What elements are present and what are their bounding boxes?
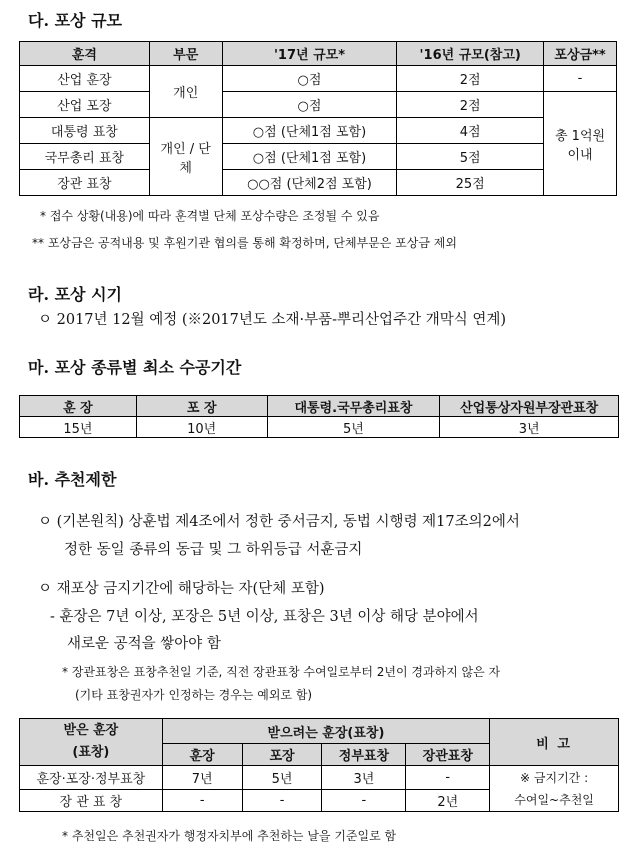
ban-period-line2: 수여일~추천일 xyxy=(514,792,594,807)
header-received xyxy=(20,719,163,766)
table-cell: ○점 (단체1점 포함) xyxy=(222,118,397,144)
table-cell: - xyxy=(242,790,322,812)
sub-header-badge: 포장 xyxy=(242,744,322,766)
col-header-category: 부문 xyxy=(149,42,222,66)
table-cell: - xyxy=(322,790,406,812)
table-cell: 3년 xyxy=(322,766,406,790)
col-header-2017: '17년 규모* xyxy=(222,42,397,66)
sub-header-medal: 훈장 xyxy=(162,744,242,766)
section-title-timing: 라. 포상 시기 xyxy=(28,285,122,304)
col-header-rank: 훈격 xyxy=(20,42,150,66)
restriction-dash-1-cont: 새로운 공적을 쌓아야 함 xyxy=(67,636,221,652)
minister-note-cont: (기타 표창권자가 인정하는 경우는 예외로 함) xyxy=(75,688,313,702)
table-cell: 5년 xyxy=(267,417,440,438)
reaward-table xyxy=(19,718,619,812)
table-cell: 훈장·포장·정부표창 xyxy=(20,766,163,790)
table-cell: 4점 xyxy=(397,118,544,144)
table-cell: 산업 포장 xyxy=(20,92,150,118)
table-cell: ○점 xyxy=(222,66,397,92)
col-header-2016: '16년 규모(참고) xyxy=(397,42,544,66)
section-title-scale: 다. 포상 규모 xyxy=(28,11,122,30)
min-period-table xyxy=(19,395,619,438)
table-cell: 15년 xyxy=(20,417,137,438)
award-scale-table xyxy=(19,41,617,196)
ban-period-note xyxy=(490,766,619,812)
note-group-quantity: * 접수 상황(내용)에 따라 훈격별 단체 포상수량은 조정될 수 있음 xyxy=(40,209,380,223)
prize-amount: 총 1억원 이내 xyxy=(544,92,617,196)
restriction-bullet-1-cont: 정한 동일 종류의 동급 및 그 하위등급 서훈금지 xyxy=(64,542,363,558)
header-to-receive: 받으려는 훈장(표창) xyxy=(162,719,489,744)
table-cell: 5점 xyxy=(397,144,544,170)
table-cell: 대통령 표창 xyxy=(20,118,150,144)
table-cell: 10년 xyxy=(136,417,267,438)
table-cell: 2년 xyxy=(406,790,490,812)
table-cell: 국무총리 표창 xyxy=(20,144,150,170)
sub-header-gov: 정부표창 xyxy=(322,744,406,766)
table-cell: - xyxy=(162,790,242,812)
table-cell: 장 관 표 창 xyxy=(20,790,163,812)
table-cell: - xyxy=(406,766,490,790)
table-cell: 산업 훈장 xyxy=(20,66,150,92)
table-cell: 3년 xyxy=(440,417,619,438)
timing-bullet: ㅇ 2017년 12월 예정 (※2017년도 소재·부품-뿌리산업주간 개막식 연계) xyxy=(38,312,506,328)
category-individual: 개인 xyxy=(149,66,222,118)
table-cell: 2점 xyxy=(397,92,544,118)
footer-note: * 추천일은 추천권자가 행정자치부에 추천하는 날을 기준일로 함 xyxy=(62,829,397,843)
prize-dash: - xyxy=(544,66,617,92)
restriction-dash-1: - 훈장은 7년 이상, 포장은 5년 이상, 표창은 3년 이상 해당 분야에서 xyxy=(50,609,479,625)
col-header-minister: 산업통상자원부장관표창 xyxy=(440,396,619,417)
note-prize: ** 포상금은 공적내용 및 후원기관 협의를 통해 확정하며, 단체부문은 포상금 제외 xyxy=(32,236,457,250)
table-cell: ○○점 (단체2점 포함) xyxy=(222,170,397,196)
table-cell: 장관 표창 xyxy=(20,170,150,196)
header-received-line1: 받은 훈장 xyxy=(63,723,119,738)
table-cell: ○점 (단체1점 포함) xyxy=(222,144,397,170)
col-header-medal: 훈 장 xyxy=(20,396,137,417)
col-header-presidential: 대통령.국무총리표창 xyxy=(267,396,440,417)
header-received-line2: (표창) xyxy=(72,745,110,760)
table-cell: 7년 xyxy=(162,766,242,790)
col-header-badge: 포 장 xyxy=(136,396,267,417)
header-note: 비 고 xyxy=(490,719,619,766)
table-cell: 5년 xyxy=(242,766,322,790)
restriction-bullet-2: ㅇ 재포상 금지기간에 해당하는 자(단체 포함) xyxy=(38,581,325,597)
table-cell: 25점 xyxy=(397,170,544,196)
col-header-prize: 포상금** xyxy=(544,42,617,66)
category-both: 개인 / 단체 xyxy=(149,118,222,196)
section-title-restriction: 바. 추천제한 xyxy=(28,470,117,489)
minister-note: * 장관표창은 표창추천일 기준, 직전 장관표창 수여일로부터 2년이 경과하지 않은 자 xyxy=(62,665,501,679)
ban-period-line1: ※ 금지기간 : xyxy=(520,770,589,785)
table-cell: 2점 xyxy=(397,66,544,92)
section-title-min-period: 마. 포상 종류별 최소 수공기간 xyxy=(28,358,242,377)
restriction-bullet-1: ㅇ (기본원칙) 상훈법 제4조에서 정한 중서금지, 동법 시행령 제17조의2에서 xyxy=(38,514,520,530)
sub-header-minister: 장관표창 xyxy=(406,744,490,766)
table-cell: ○점 xyxy=(222,92,397,118)
